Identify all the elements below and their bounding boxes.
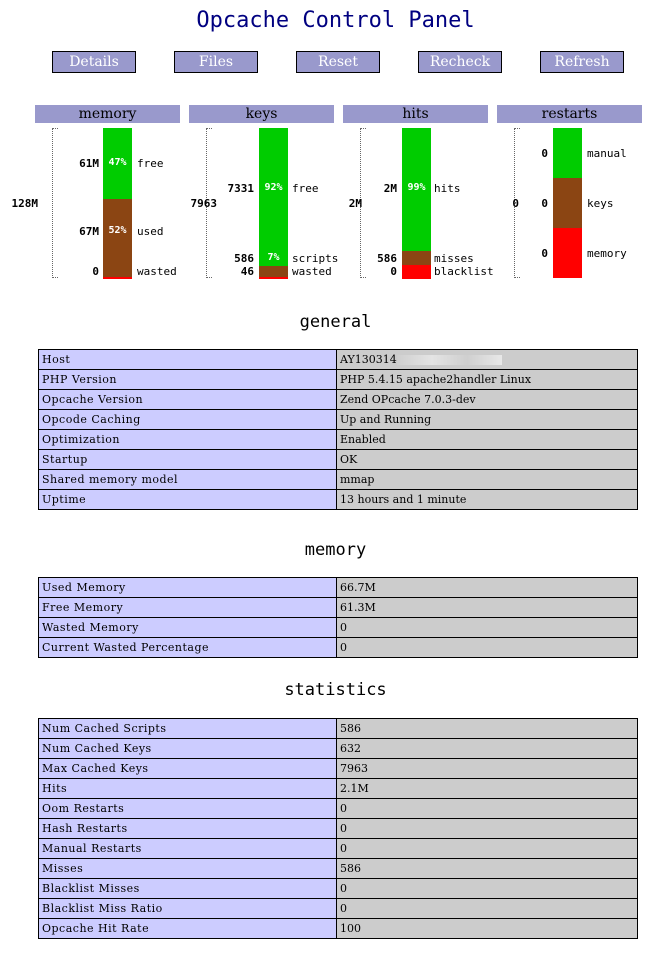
row-key: Opcode Caching <box>39 410 337 430</box>
row-value <box>337 350 638 370</box>
restarts-manual-value: 0 <box>541 147 548 160</box>
keys-free-bar <box>259 128 288 266</box>
details-button[interactable]: Details <box>52 51 136 73</box>
table-row <box>39 819 638 839</box>
keys-free-pct: 92% <box>264 182 283 193</box>
restarts-manual-bar <box>553 128 582 178</box>
statistics-table <box>38 718 638 939</box>
table-row <box>39 919 638 939</box>
row-key: Optimization <box>39 430 337 450</box>
memory-used-pct: 52% <box>108 225 127 236</box>
memory-total: 128M <box>11 197 38 210</box>
keys-scripts-pct: 7% <box>267 252 280 263</box>
restarts-keys-label: keys <box>587 197 614 210</box>
row-value: 0 <box>337 799 638 819</box>
row-value: OK <box>337 450 638 470</box>
row-value: 0 <box>337 839 638 859</box>
restarts-memory-bar <box>553 228 582 278</box>
general-section-title: general <box>299 312 372 332</box>
table-row <box>39 350 638 370</box>
table-row <box>39 719 638 739</box>
recheck-button[interactable]: Recheck <box>418 51 502 73</box>
hits-misses-label: misses <box>434 252 474 265</box>
restarts-manual-label: manual <box>587 147 627 160</box>
keys-free-value: 7331 <box>227 182 254 195</box>
memory-free-pct: 47% <box>108 157 127 168</box>
restarts-keys-value: 0 <box>541 197 548 210</box>
table-row <box>39 470 638 490</box>
row-value: 0 <box>337 879 638 899</box>
table-row <box>39 859 638 879</box>
table-row <box>39 899 638 919</box>
keys-free-label: free <box>292 182 319 195</box>
memory-used-label: used <box>137 225 164 238</box>
hits-total: 2M <box>348 197 362 210</box>
row-value: Enabled <box>337 430 638 450</box>
reset-button[interactable]: Reset <box>296 51 380 73</box>
keys-wasted-value: 46 <box>240 265 254 278</box>
keys-graph-title: keys <box>189 105 334 123</box>
row-key: Current Wasted Percentage <box>39 638 337 658</box>
row-value: 100 <box>337 919 638 939</box>
row-value: 2.1M <box>337 779 638 799</box>
row-key: Oom Restarts <box>39 799 337 819</box>
row-key: PHP Version <box>39 370 337 390</box>
table-row <box>39 839 638 859</box>
row-value: 7963 <box>337 759 638 779</box>
row-value: 66.7M <box>337 578 638 598</box>
restarts-keys-bar <box>553 178 582 228</box>
row-value: PHP 5.4.15 apache2handler Linux <box>337 370 638 390</box>
row-value: 0 <box>337 819 638 839</box>
memory-used-value: 67M <box>79 225 99 238</box>
row-value: 586 <box>337 859 638 879</box>
row-key: Blacklist Miss Ratio <box>39 899 337 919</box>
row-value: mmap <box>337 470 638 490</box>
keys-wasted-bar <box>259 277 288 279</box>
redacted-area <box>397 355 502 365</box>
row-value: Zend OPcache 7.0.3-dev <box>337 390 638 410</box>
row-key: Max Cached Keys <box>39 759 337 779</box>
memory-free-value: 61M <box>79 157 99 170</box>
restarts-memory-value: 0 <box>541 247 548 260</box>
memory-section-title: memory <box>304 540 367 560</box>
row-key: Misses <box>39 859 337 879</box>
row-value: 586 <box>337 719 638 739</box>
row-key: Wasted Memory <box>39 618 337 638</box>
general-table <box>38 349 638 510</box>
table-row <box>39 430 638 450</box>
memory-table <box>38 577 638 658</box>
row-key: Opcache Version <box>39 390 337 410</box>
nav-bar <box>0 51 671 73</box>
table-row <box>39 370 638 390</box>
row-key: Host <box>39 350 337 370</box>
row-key: Hash Restarts <box>39 819 337 839</box>
restarts-total: 0 <box>512 197 519 210</box>
row-key: Shared memory model <box>39 470 337 490</box>
row-key: Manual Restarts <box>39 839 337 859</box>
hits-hits-pct: 99% <box>407 182 426 193</box>
memory-wasted-bar <box>103 277 132 279</box>
row-key: Num Cached Keys <box>39 739 337 759</box>
keys-scripts-bar <box>259 266 288 277</box>
table-row <box>39 739 638 759</box>
hits-hits-label: hits <box>434 182 461 195</box>
row-key: Startup <box>39 450 337 470</box>
refresh-button[interactable]: Refresh <box>540 51 624 73</box>
statistics-section-title: statistics <box>284 680 387 700</box>
row-value: 61.3M <box>337 598 638 618</box>
row-value: Up and Running <box>337 410 638 430</box>
row-value: 0 <box>337 638 638 658</box>
keys-scripts-value: 586 <box>234 252 254 265</box>
hits-graph <box>343 125 494 280</box>
table-row <box>39 779 638 799</box>
row-key: Blacklist Misses <box>39 879 337 899</box>
graph-axis <box>52 128 53 278</box>
hits-misses-value: 586 <box>377 252 397 265</box>
row-value: 632 <box>337 739 638 759</box>
hits-blacklist-label: blacklist <box>434 265 494 278</box>
table-row <box>39 638 638 658</box>
table-row <box>39 578 638 598</box>
hits-graph-title: hits <box>343 105 488 123</box>
memory-graph-title: memory <box>35 105 180 123</box>
restarts-graph <box>497 125 642 280</box>
memory-wasted-value: 0 <box>92 265 99 278</box>
row-key: Free Memory <box>39 598 337 618</box>
restarts-memory-label: memory <box>587 247 627 260</box>
memory-used-bar <box>103 199 132 277</box>
table-row <box>39 410 638 430</box>
restarts-graph-title: restarts <box>497 105 642 123</box>
files-button[interactable]: Files <box>174 51 258 73</box>
keys-wasted-label: wasted <box>292 265 332 278</box>
memory-graph <box>11 125 180 280</box>
table-row <box>39 450 638 470</box>
table-row <box>39 759 638 779</box>
row-key: Uptime <box>39 490 337 510</box>
table-row <box>39 799 638 819</box>
keys-graph <box>189 125 339 280</box>
row-value: 13 hours and 1 minute <box>337 490 638 510</box>
table-row <box>39 598 638 618</box>
page-title: Opcache Control Panel <box>196 8 475 33</box>
table-row <box>39 390 638 410</box>
row-key: Used Memory <box>39 578 337 598</box>
hits-blacklist-value: 0 <box>390 265 397 278</box>
memory-free-label: free <box>137 157 164 170</box>
hits-blacklist-bar <box>402 265 431 279</box>
row-key: Num Cached Scripts <box>39 719 337 739</box>
keys-scripts-label: scripts <box>292 252 339 265</box>
row-key: Hits <box>39 779 337 799</box>
hits-hits-value: 2M <box>383 182 397 195</box>
row-value: 0 <box>337 618 638 638</box>
keys-total: 7963 <box>190 197 217 210</box>
row-key: Opcache Hit Rate <box>39 919 337 939</box>
memory-wasted-label: wasted <box>137 265 177 278</box>
table-row <box>39 879 638 899</box>
table-row <box>39 490 638 510</box>
table-row <box>39 618 638 638</box>
hits-misses-bar <box>402 251 431 265</box>
host-value: AY130314 <box>340 353 397 366</box>
row-value: 0 <box>337 899 638 919</box>
